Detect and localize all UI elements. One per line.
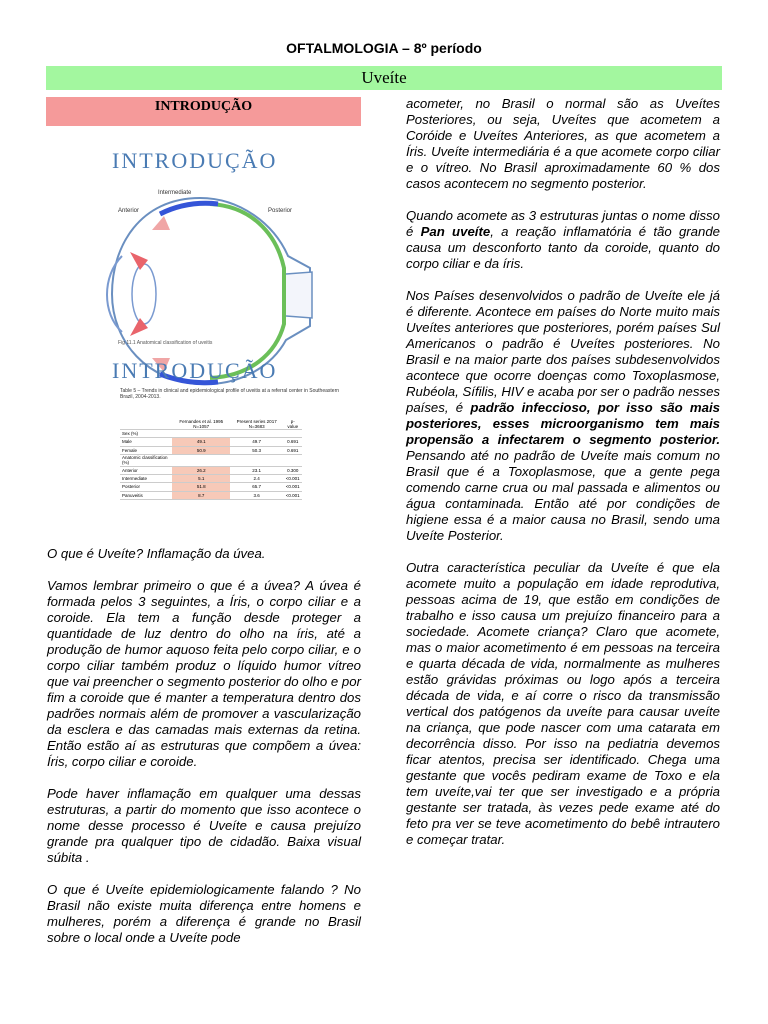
table-row [120,491,302,499]
table-row [120,466,302,474]
table-row [120,454,302,466]
table-cell: Anterior [120,466,172,474]
table-row [120,438,302,446]
table-cell: 0.691 [283,438,302,446]
table-cell: 5.1 [172,475,230,483]
text-span: Quando acomete as 3 estruturas juntas o nome disso é [406,208,720,239]
paragraph: acometer, no Brasil o normal são as Uveítes Posteriores, ou seja, Uveítes que acometem a Coróide e Uveítes Anteriores, as que acometem a Íris. Uveíte intermediária é a que acomete corpo ciliar e o vítreo. No Brasil aproximadamente 60 % dos casos acontecem no segmento posterior. [406,96,720,191]
table-cell: 49.1 [172,438,230,446]
paragraph [406,288,720,544]
paragraph: Outra característica peculiar da Uveíte é que ela acomete muito a população em idade reprodutiva, pessoas acima de 19, que estão em condições de trabalho e isso causa um prejuízo financeiro para a sociedade. Acomete criança? Claro que acomete, mas o maior acometimento é em pessoas na terceira e quarta década de vida, normalmente as mulheres estão grávidas próximas ou logo após a terceira década de vida, e aí corre o risco da transmissão vertical dos patógenos da uveíte para causar uveíte na criança, que pode nascer com uma catarata em decorrência disso. Por isso na pediatria devemos ficar atentos, precisa ser identificado. Chega uma gestante que vocês pediram exame de Toxo e ela tem uveíte,vai ter que ser investigado e a própria gestante ser tratada, às vezes pede exame até do feto pra ver se teve acometimento do bebê intrautero e começar tratar. [406,560,720,847]
table-cell: 0.691 [283,446,302,454]
table-cell: Posterior [120,483,172,491]
paragraph: Vamos lembrar primeiro o que é a úvea? A úvea é formada pelos 3 seguintes, a Íris, o corpo ciliar e a coroide. Ela tem a função desde proteger a quantidade de luz dentro do olho na íris, até a produção de humor aquoso feita pelo corpo ciliar, e o corpo ciliar também produz o líquido humor vítreo que vai preencher o segmento posterior do olho e por fim a coroide que é manter a temperatura dentro dos padrões normais além de promover a vascularização da esclera e das camadas mais externas da retina. Então estão aí as estruturas que compõem a úvea: Íris, corpo ciliar e coroide. [47,578,361,769]
bold-term: Pan uveíte [420,224,491,239]
table-header-cell: Fernandes et al. 1995 N=1057 [172,418,230,430]
paragraph [406,208,720,272]
eye-label-anterior: Anterior [118,208,140,214]
figure-title-top: INTRODUÇÃO [112,148,278,173]
right-column-text [406,96,720,864]
figure-title-bottom: INTRODUÇÃO [112,358,278,383]
table-cell: 65.7 [230,483,283,491]
table-cell: 8.7 [172,491,230,499]
table-cell: <0.001 [283,483,302,491]
eye-label-posterior: Posterior [268,208,293,214]
table-row [120,446,302,454]
bold-statement: padrão infeccioso, por isso são mais posteriores, esses microorganismo tem mais propensão a infectarem o segmento posterior. [406,400,720,447]
table-cell: 50.9 [172,446,230,454]
eye-figure [100,140,362,512]
table-cell: Sex (%) [120,430,172,438]
table-cell: Female [120,446,172,454]
table-cell [172,430,230,438]
table-cell: Male [120,438,172,446]
table-cell: Anatomic classification (%) [120,454,172,466]
table-cell: Panuveitis [120,491,172,499]
table-cell [230,430,283,438]
table-cell [172,454,230,466]
table-header-cell: Present series 2017 N=3683 [230,418,283,430]
table-row [120,430,302,438]
table-cell: 3.6 [230,491,283,499]
text-span: Nos Países desenvolvidos o padrão de Uveíte ele já é diferente. Acontece em países do Norte muito mais Uveítes anteriores que posteriores, porém países Sul Americanos o padrão é Uveítes posteriores. No Brasil e na maior parte dos países subdesenvolvidos acontece que ocorre doenças como Toxoplasmose, Rubéola, Sífilis, HIV e acaba por ser o padrão nesses países, é [406,288,720,415]
table-cell: 51.8 [172,483,230,491]
table-cell [283,430,302,438]
table-cell: 49.7 [230,438,283,446]
figure-caption: Fig 11.1 Anatomical classification of uveitis [118,340,213,346]
topic-banner: Uveíte [46,66,722,90]
text-span: , a reação inflamatória é tão grande causa um desconforto tanto da coroide, quanto do corpo ciliar e da íris. [406,224,721,271]
table-cell: 23.1 [230,466,283,474]
paragraph: Pode haver inflamação em qualquer uma dessas estruturas, a partir do momento que isso acontece o nome desse processo é Uveíte e causa prejuízo grande pra qualquer tipo de cidadão. Baixa visual súbita . [47,786,361,865]
table-row [120,483,302,491]
eye-label-intermediate: Intermediate [158,190,192,196]
table-cell: 2.4 [230,475,283,483]
section-heading: INTRODUÇÃO [46,97,361,126]
table-cell: <0.001 [283,475,302,483]
left-column-text [47,546,361,962]
table-caption: Table 5 – Trends in clinical and epidemiological profile of uveitis at a referral center in Southeastern Brazil, 2004-2013. [120,388,340,400]
uveitis-profile-table [120,418,302,500]
table-cell [283,454,302,466]
paragraph: O que é Uveíte epidemiologicamente falando ? No Brasil não existe muita diferença entre homens e mulheres, porém a diferença é grande no Brasil sobre o local onde a Uveíte pode [47,882,361,945]
table-cell [230,454,283,466]
eye-diagram [100,176,362,386]
document-header: OFTALMOLOGIA – 8º período [286,40,482,56]
table-header-cell [120,418,172,430]
table-cell: 50.3 [230,446,283,454]
paragraph: O que é Uveíte? Inflamação da úvea. [47,546,266,561]
table-cell: 26.2 [172,466,230,474]
table-header-cell: p-value [283,418,302,430]
table-cell: <0.001 [283,491,302,499]
table-row [120,475,302,483]
table-cell: 0.300 [283,466,302,474]
table-header-row [120,418,302,430]
table-cell: Intermediate [120,475,172,483]
text-span: Pensando até no padrão de Uveíte mais comum no Brasil que é a Toxoplasmose, que a gente pega comendo carne crua ou mal passada e alimentos ou água contaminada. Então até por condições de higiene essa é a maior causa no Brasil, sendo uma Uveíte Posterior. [406,448,720,543]
